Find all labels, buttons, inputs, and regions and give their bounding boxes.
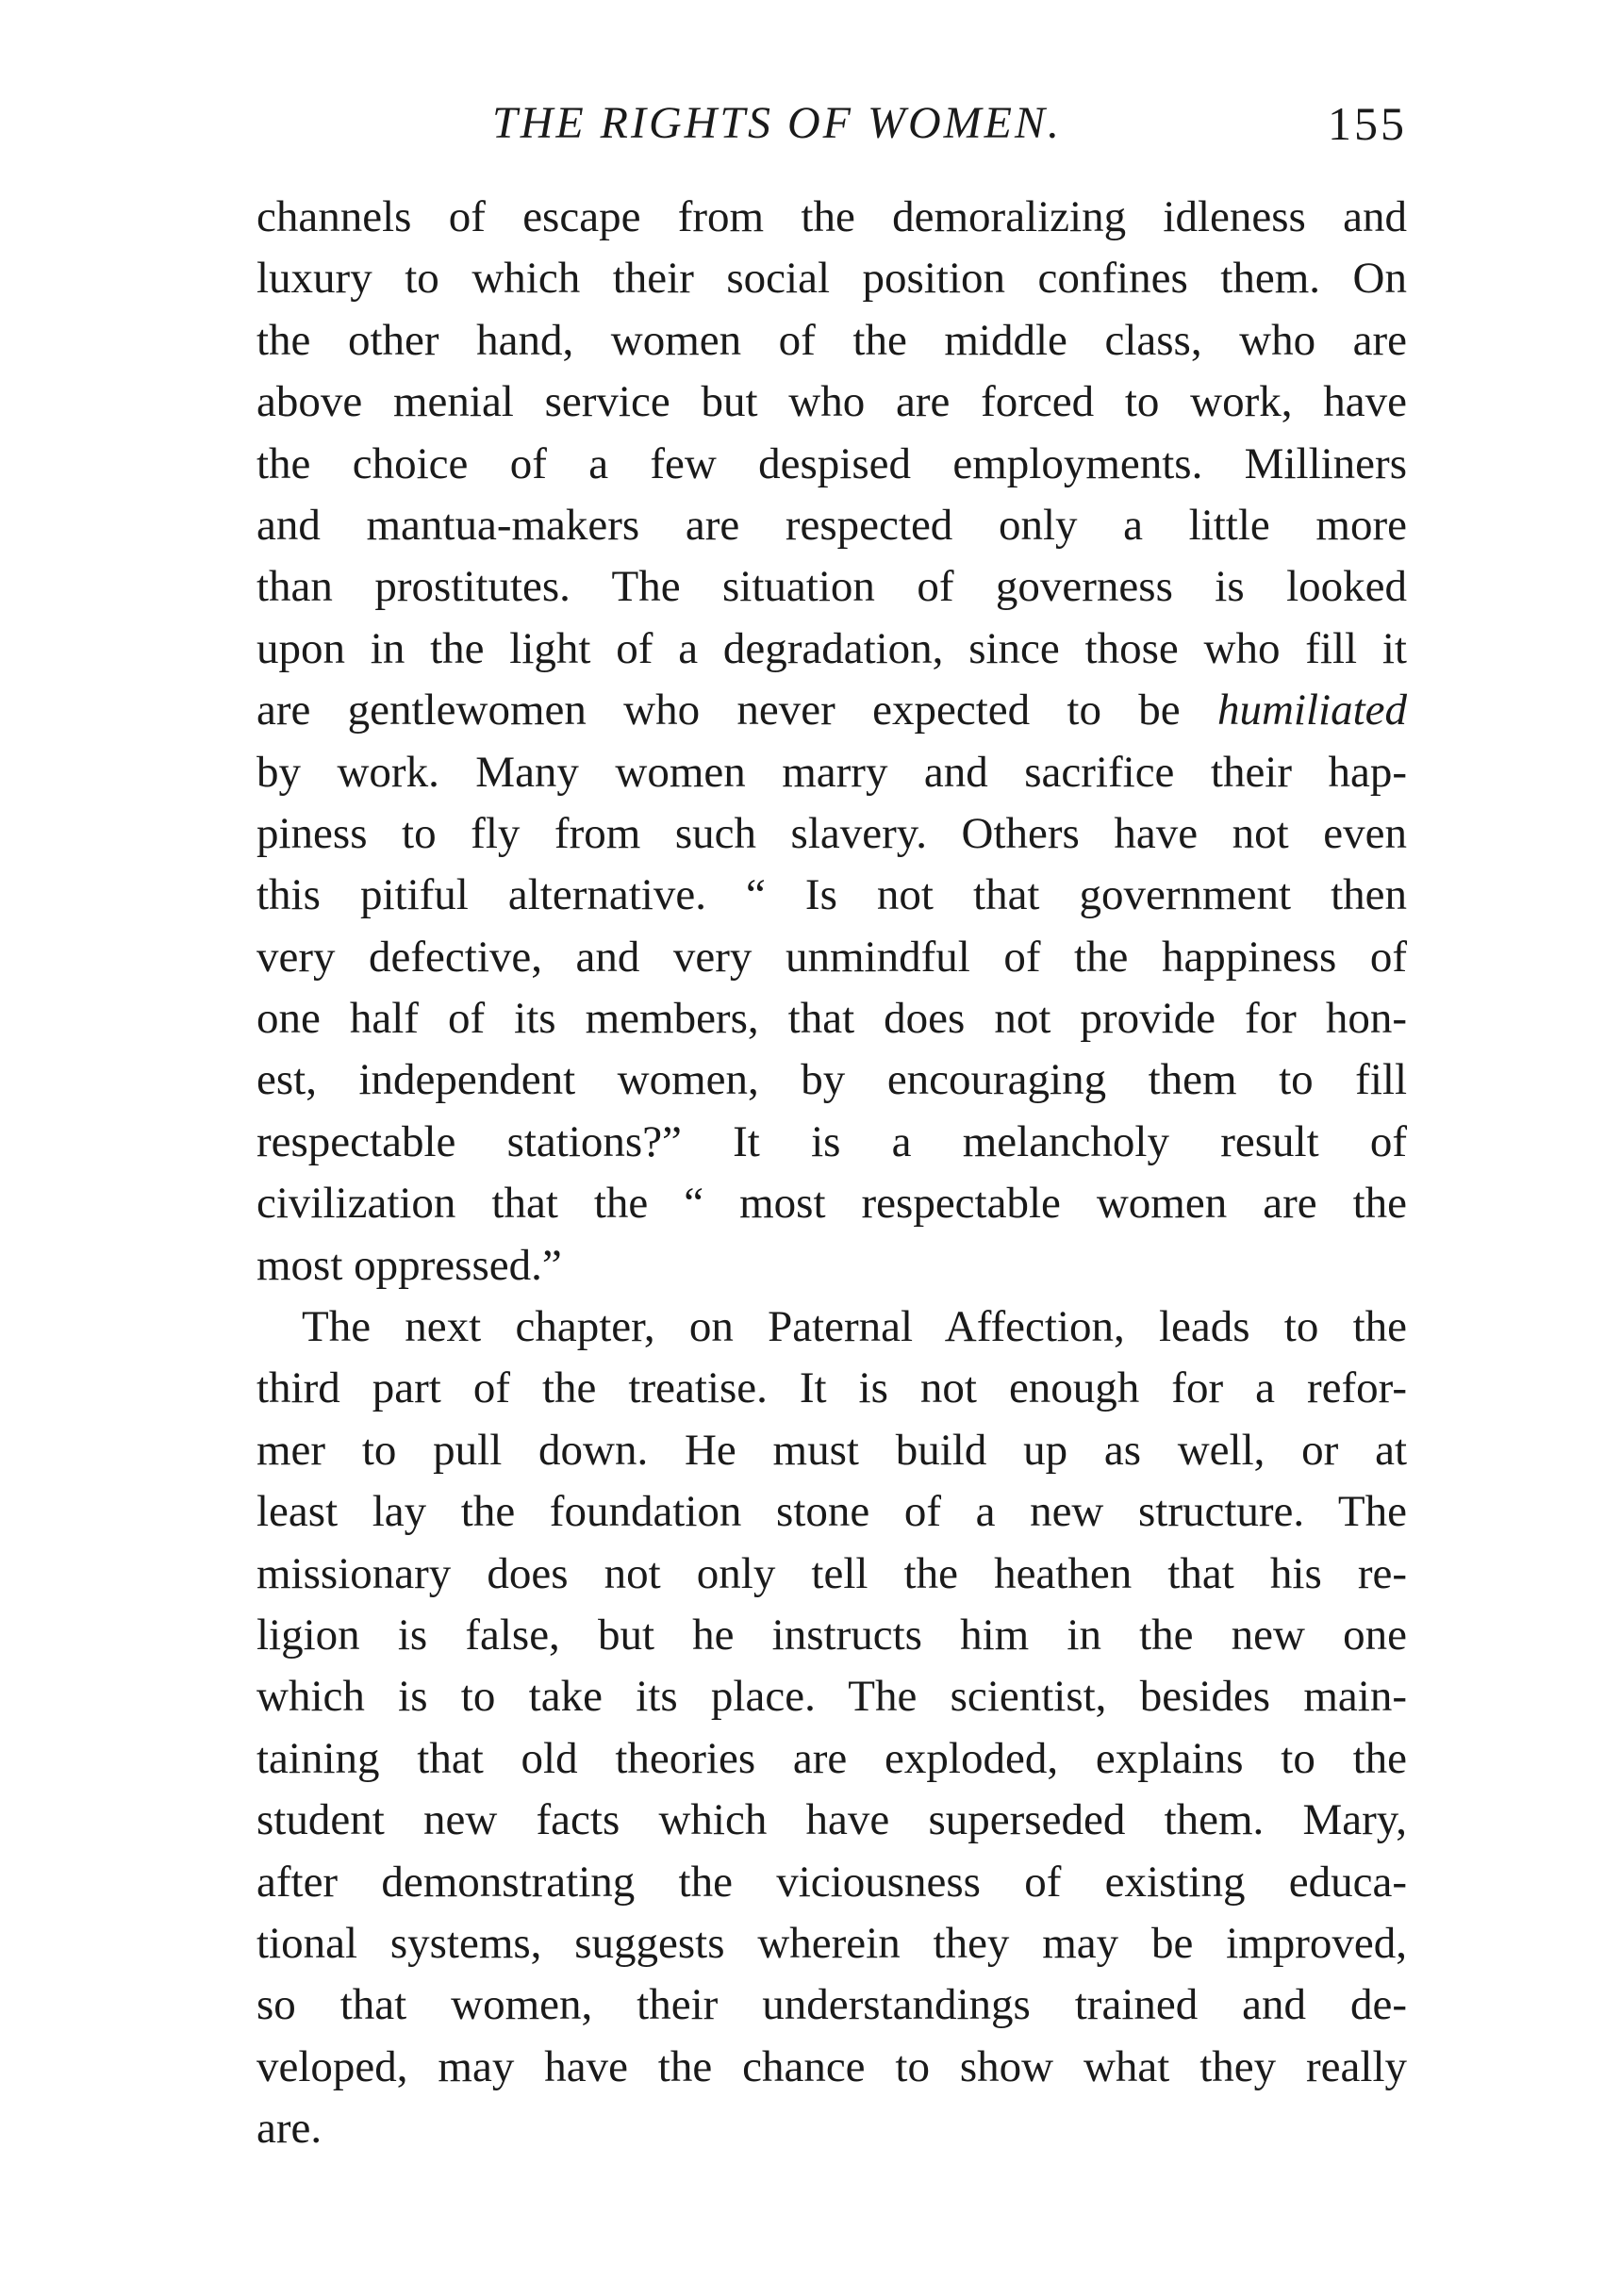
emphasized-word: humiliated — [1216, 685, 1408, 735]
text-line: civilization that the “ most respectable women are the — [256, 1179, 1407, 1229]
text-line: channels of escape from the demoralizing idleness and — [256, 192, 1407, 241]
text-line: which is to take its place. The scientist, besides main- — [256, 1672, 1407, 1722]
text-line: by work. Many women marry and sacrifice their hap- — [256, 747, 1407, 797]
text-line: taining that old theories are exploded, explains to the — [256, 1733, 1407, 1783]
paragraph-end-line: most oppressed.” — [256, 1240, 562, 1290]
text-line: this pitiful alternative. “ Is not that government then — [256, 870, 1407, 920]
running-head — [256, 91, 1407, 157]
text-line-start: are gentlewomen who never expected to be — [256, 685, 1181, 735]
page-number: 155 — [1328, 97, 1407, 150]
text-line: one half of its members, that does not provide for hon- — [256, 994, 1407, 1044]
text-line: student new facts which have superseded them. Mary, — [256, 1795, 1407, 1845]
text-line: veloped, may have the chance to show what they really — [256, 2041, 1407, 2091]
text-line: and mantua-makers are respected only a little more — [256, 500, 1407, 550]
text-line: mer to pull down. He must build up as well, or at — [256, 1425, 1407, 1475]
paragraph-end-line: are. — [256, 2104, 323, 2154]
text-line: respectable stations?” It is a melancholy result of — [256, 1116, 1407, 1166]
text-line: third part of the treatise. It is not enough for a refor- — [256, 1363, 1407, 1413]
text-line: luxury to which their social position confines them. On — [256, 254, 1407, 304]
text-line: tional systems, suggests wherein they may be improved, — [256, 1918, 1407, 1968]
text-line: than prostitutes. The situation of governess is looked — [256, 562, 1407, 612]
text-line: above menial service but who are forced to work, have — [256, 377, 1407, 427]
text-line: ligion is false, but he instructs him in the new one — [256, 1610, 1407, 1660]
running-title: THE RIGHTS OF WOMEN. — [492, 98, 1062, 148]
text-line: so that women, their understandings trained and de- — [256, 1980, 1407, 2030]
text-line: least lay the foundation stone of a new structure. The — [256, 1487, 1407, 1537]
text-line: the other hand, women of the middle class, who are — [256, 315, 1407, 365]
body-text — [256, 187, 1407, 2160]
text-line-with-emphasis — [256, 680, 1407, 741]
text-line: after demonstrating the viciousness of existing educa- — [256, 1857, 1407, 1907]
text-line: upon in the light of a degradation, since those who fill it — [256, 623, 1407, 673]
paragraph-start-line: The next chapter, on Paternal Affection, leads to the — [302, 1302, 1407, 1352]
text-line: missionary does not only tell the heathen that his re- — [256, 1548, 1407, 1598]
text-line: very defective, and very unmindful of the happiness of — [256, 932, 1407, 982]
text-line: piness to fly from such slavery. Others have not even — [256, 808, 1407, 858]
text-line: est, independent women, by encouraging them to fill — [256, 1055, 1407, 1105]
text-line: the choice of a few despised employments. Milliners — [256, 438, 1407, 488]
